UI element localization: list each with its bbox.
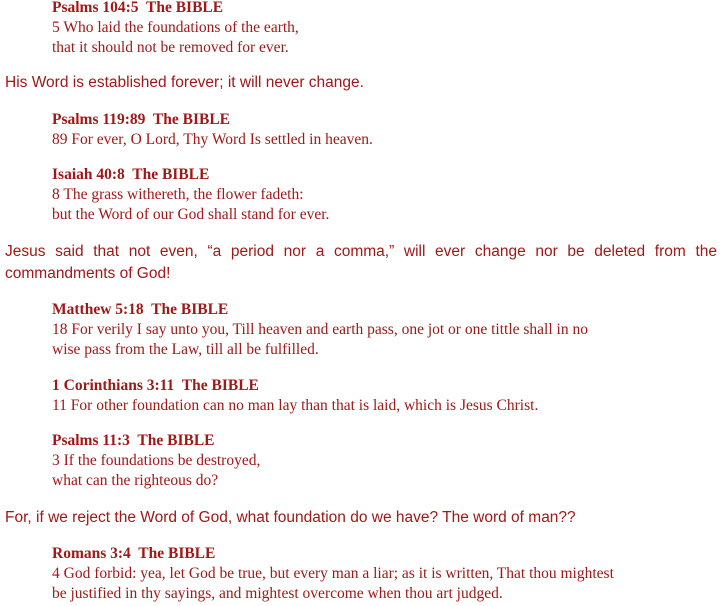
- commentary-text: His Word is established forever; it will never change.: [5, 74, 364, 91]
- verse-reference: Matthew 5:18 The BIBLE: [52, 301, 229, 318]
- verse-reference: Psalms 11:3 The BIBLE: [52, 432, 215, 449]
- verse-reference: 1 Corinthians 3:11 The BIBLE: [52, 377, 259, 394]
- verse-block-psalms-119-89: [52, 110, 712, 150]
- verse-block-matthew-5-18: [52, 300, 712, 360]
- verse-line: 89 For ever, O Lord, Thy Word Is settled in heaven.: [52, 131, 373, 148]
- verse-reference: Psalms 104:5 The BIBLE: [52, 0, 224, 16]
- verse-line: what can the righteous do?: [52, 472, 219, 489]
- commentary-text: For, if we reject the Word of God, what foundation do we have? The word of man??: [5, 509, 576, 526]
- verse-block-isaiah-40-8: [52, 165, 712, 225]
- verse-block-romans-3-4: [52, 544, 712, 604]
- commentary-text: Jesus said that not even, “a period nor a comma,” will ever change nor be deleted from the commandments of God!: [5, 243, 717, 282]
- verse-block-psalms-104-5: [52, 0, 712, 58]
- verse-line: 18 For verily I say unto you, Till heaven and earth pass, one jot or one tittle shall in no: [52, 321, 588, 338]
- verse-reference: Isaiah 40:8 The BIBLE: [52, 166, 210, 183]
- verse-line: 4 God forbid: yea, let God be true, but every man a liar; as it is written, That thou mightest: [52, 565, 614, 582]
- verse-block-1-corinthians-3-11: [52, 376, 712, 416]
- verse-line: wise pass from the Law, till all be fulfilled.: [52, 341, 319, 358]
- verse-reference: Psalms 119:89 The BIBLE: [52, 111, 231, 128]
- verse-line: be justified in thy sayings, and mightest overcome when thou art judged.: [52, 585, 503, 602]
- verse-block-psalms-11-3: [52, 431, 712, 491]
- verse-line: that it should not be removed for ever.: [52, 39, 289, 56]
- verse-line: 8 The grass withereth, the flower fadeth:: [52, 186, 304, 203]
- verse-line: 5 Who laid the foundations of the earth,: [52, 19, 299, 36]
- verse-reference: Romans 3:4 The BIBLE: [52, 545, 216, 562]
- verse-line: 3 If the foundations be destroyed,: [52, 452, 261, 469]
- verse-line: but the Word of our God shall stand for ever.: [52, 206, 330, 223]
- verse-line: 11 For other foundation can no man lay than that is laid, which is Jesus Christ.: [52, 397, 539, 414]
